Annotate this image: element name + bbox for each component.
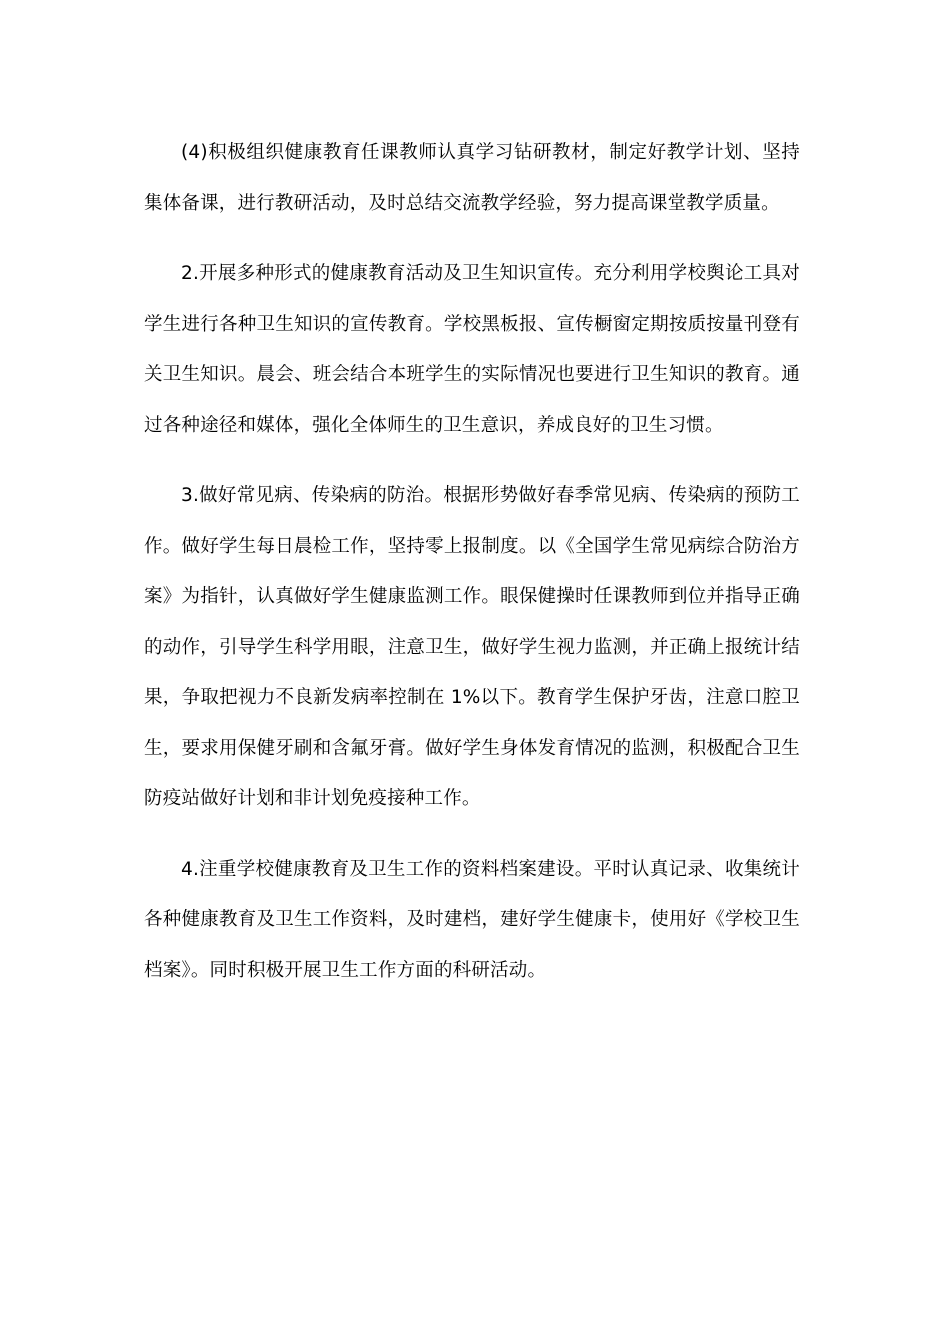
paragraph-item-4: (4)积极组织健康教育任课教师认真学习钻研教材，制定好教学计划、坚持集体备课，进行教研活动，及时总结交流教学经验，努力提高课堂教学质量。 xyxy=(144,142,800,214)
paragraph-section-3: 3.做好常见病、传染病的防治。根据形势做好春季常见病、传染病的预防工作。做好学生每日晨检工作，坚持零上报制度。以《全国学生常见病综合防治方案》为指针，认真做好学生健康监测工作。眼保健操时任课教师到位并指导正确的动作，引导学生科学用眼，注意卫生，做好学生视力监测，并正确上报统计结果，争取把视力不良新发病率控制在 1%以下。教育学生保护牙齿，注意口腔卫生，要求用保健牙刷和含氟牙膏。做好学生身体发育情况的监测，积极配合卫生防疫站做好计划和非计划免疫接种工作。 xyxy=(144,485,800,809)
document-body xyxy=(144,128,800,996)
paragraph-section-2: 2.开展多种形式的健康教育活动及卫生知识宣传。充分利用学校舆论工具对学生进行各种卫生知识的宣传教育。学校黑板报、宣传橱窗定期按质按量刊登有关卫生知识。晨会、班会结合本班学生的实际情况也要进行卫生知识的教育。通过各种途径和媒体，强化全体师生的卫生意识，养成良好的卫生习惯。 xyxy=(144,263,800,436)
paragraph-section-4: 4.注重学校健康教育及卫生工作的资料档案建设。平时认真记录、收集统计各种健康教育及卫生工作资料，及时建档，建好学生健康卡，使用好《学校卫生档案》。同时积极开展卫生工作方面的科研活动。 xyxy=(144,858,800,981)
